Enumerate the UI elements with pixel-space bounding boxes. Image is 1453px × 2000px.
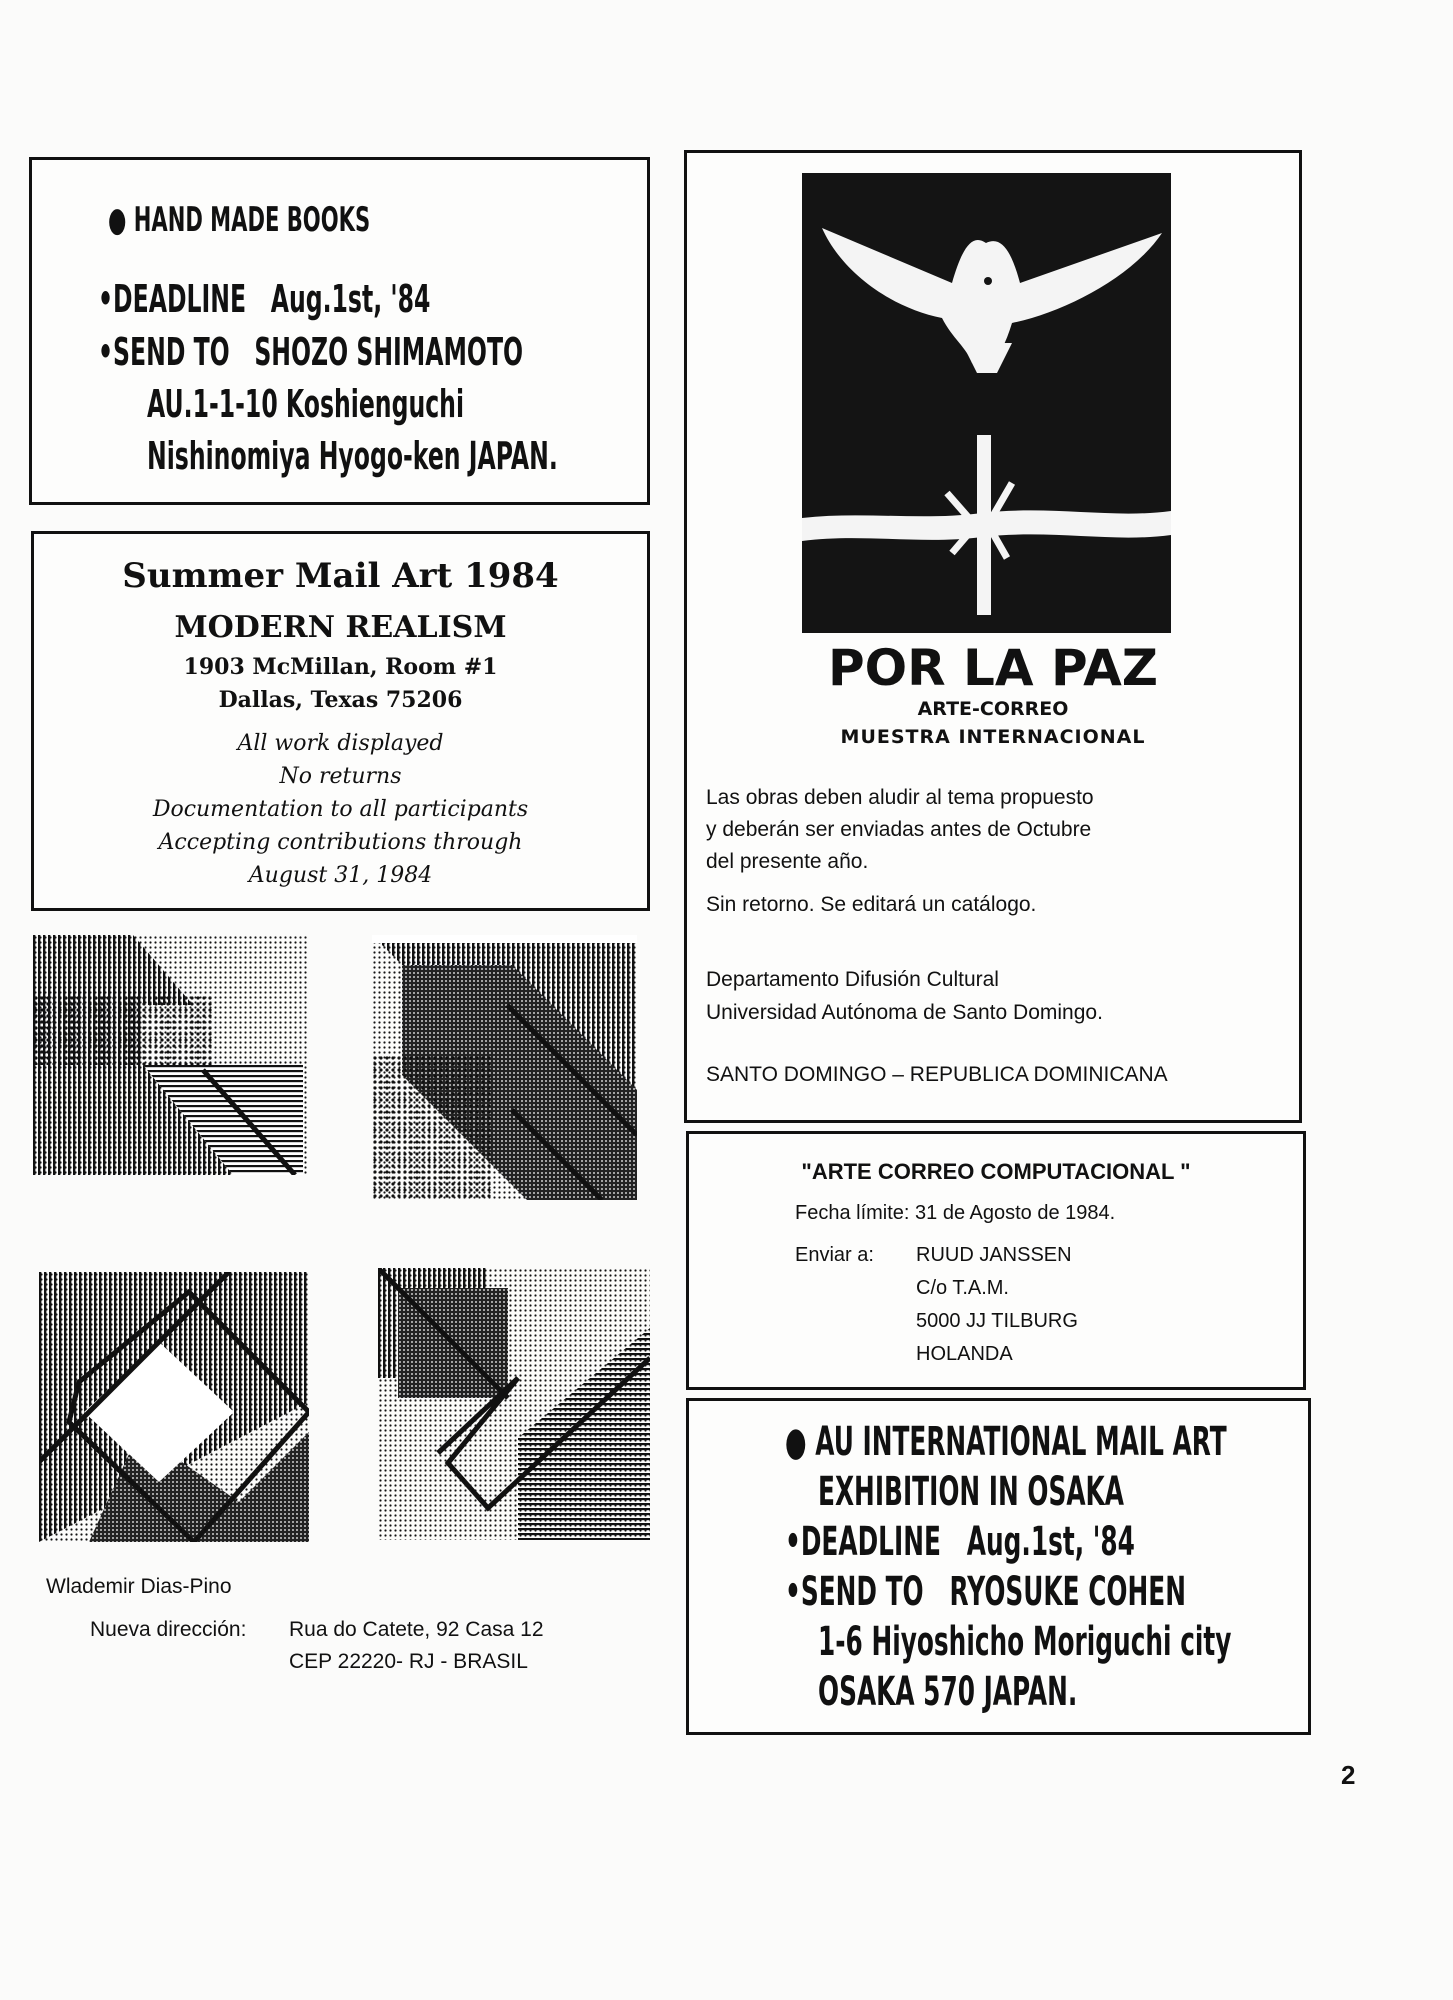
acc-title: "ARTE CORREO COMPUTACIONAL "	[801, 1159, 1191, 1184]
au-deadline	[785, 1519, 1135, 1565]
artist-address-1: Rua do Catete, 92 Casa 12	[289, 1618, 544, 1641]
sma-title: Summer Mail Art 1984	[122, 556, 559, 596]
sma-note: No returns	[279, 764, 402, 789]
por-la-paz-box	[684, 150, 1302, 1123]
halftone-artwork-1	[33, 935, 308, 1175]
au-deadline-value: Aug.1st, '84	[966, 1519, 1135, 1565]
hmb-title: HAND MADE BOOKS	[133, 200, 371, 240]
plp-para-line: del presente año.	[706, 850, 869, 873]
hmb-send-label: •SEND TO	[98, 330, 230, 374]
au-title-1: AU INTERNATIONAL MAIL ART	[815, 1419, 1227, 1465]
plp-para-2: Sin retorno. Se editará un catálogo.	[706, 893, 1037, 916]
au-international-box	[686, 1398, 1311, 1735]
acc-address-line: RUUD JANSSEN	[916, 1244, 1072, 1266]
au-send	[785, 1569, 1186, 1615]
hmb-send	[98, 330, 523, 374]
halftone-artwork-4	[378, 1268, 650, 1540]
acc-address-line: 5000 JJ TILBURG	[916, 1310, 1078, 1332]
plp-subtitle-1: ARTE-CORREO	[917, 698, 1069, 720]
au-title-2: EXHIBITION IN OSAKA	[818, 1469, 1124, 1515]
arte-correo-computacional-box	[686, 1131, 1306, 1390]
acc-address-line: HOLANDA	[916, 1343, 1013, 1365]
acc-send-label: Enviar a:	[795, 1244, 874, 1266]
au-title-1-line	[785, 1419, 1227, 1465]
summer-mail-art-box	[31, 531, 650, 911]
plp-para-line: y deberán ser enviadas antes de Octubre	[706, 818, 1092, 841]
halftone-artwork-3	[39, 1272, 309, 1542]
sma-note: August 31, 1984	[248, 863, 433, 888]
artist-name: Wlademir Dias-Pino	[46, 1575, 232, 1598]
hmb-address-1: AU.1-1-10 Koshienguchi	[147, 382, 465, 426]
plp-dept-1: Departamento Difusión Cultural	[706, 968, 999, 991]
plp-dept-2: Universidad Autónoma de Santo Domingo.	[706, 1001, 1103, 1024]
plp-subtitle-2: MUESTRA INTERNACIONAL	[840, 726, 1146, 748]
sma-note: Accepting contributions through	[158, 830, 523, 855]
hmb-title-line	[108, 200, 370, 240]
page-number: 2	[1341, 1760, 1356, 1790]
au-address-2: OSAKA 570 JAPAN.	[818, 1669, 1078, 1715]
sma-note: Documentation to all participants	[152, 797, 529, 822]
hand-made-books-box	[29, 157, 650, 505]
acc-deadline: Fecha límite: 31 de Agosto de 1984.	[795, 1202, 1116, 1224]
halftone-artwork-2	[372, 935, 637, 1200]
artist-address-2: CEP 22220- RJ - BRASIL	[289, 1650, 528, 1673]
sma-street: 1903 McMillan, Room #1	[183, 654, 498, 680]
acc-address-line: C/o T.A.M.	[916, 1277, 1009, 1299]
plp-location: SANTO DOMINGO – REPUBLICA DOMINICANA	[706, 1063, 1168, 1086]
sma-org: MODERN REALISM	[174, 610, 507, 645]
artist-address-label: Nueva dirección:	[90, 1618, 247, 1641]
hmb-deadline-label: •DEADLINE	[98, 277, 247, 321]
hmb-address-2: Nishinomiya Hyogo-ken JAPAN.	[147, 434, 558, 478]
hmb-send-value: SHOZO SHIMAMOTO	[254, 330, 524, 374]
au-send-label: •SEND TO	[785, 1569, 924, 1615]
plp-para-line: Las obras deben aludir al tema propuesto	[706, 786, 1094, 809]
hmb-deadline-value: Aug.1st, '84	[270, 277, 431, 321]
au-send-value: RYOSUKE COHEN	[949, 1569, 1186, 1615]
plp-title: POR LA PAZ	[827, 639, 1159, 697]
bullet-icon: ●	[785, 1419, 807, 1465]
sma-city: Dallas, Texas 75206	[218, 687, 463, 713]
dove-barbed-wire-poster	[802, 173, 1171, 633]
bullet-icon: ●	[108, 200, 127, 240]
hmb-deadline	[98, 277, 430, 321]
au-deadline-label: •DEADLINE	[785, 1519, 941, 1565]
au-address-1: 1-6 Hiyoshicho Moriguchi city	[818, 1619, 1232, 1665]
sma-note: All work displayed	[237, 731, 444, 756]
